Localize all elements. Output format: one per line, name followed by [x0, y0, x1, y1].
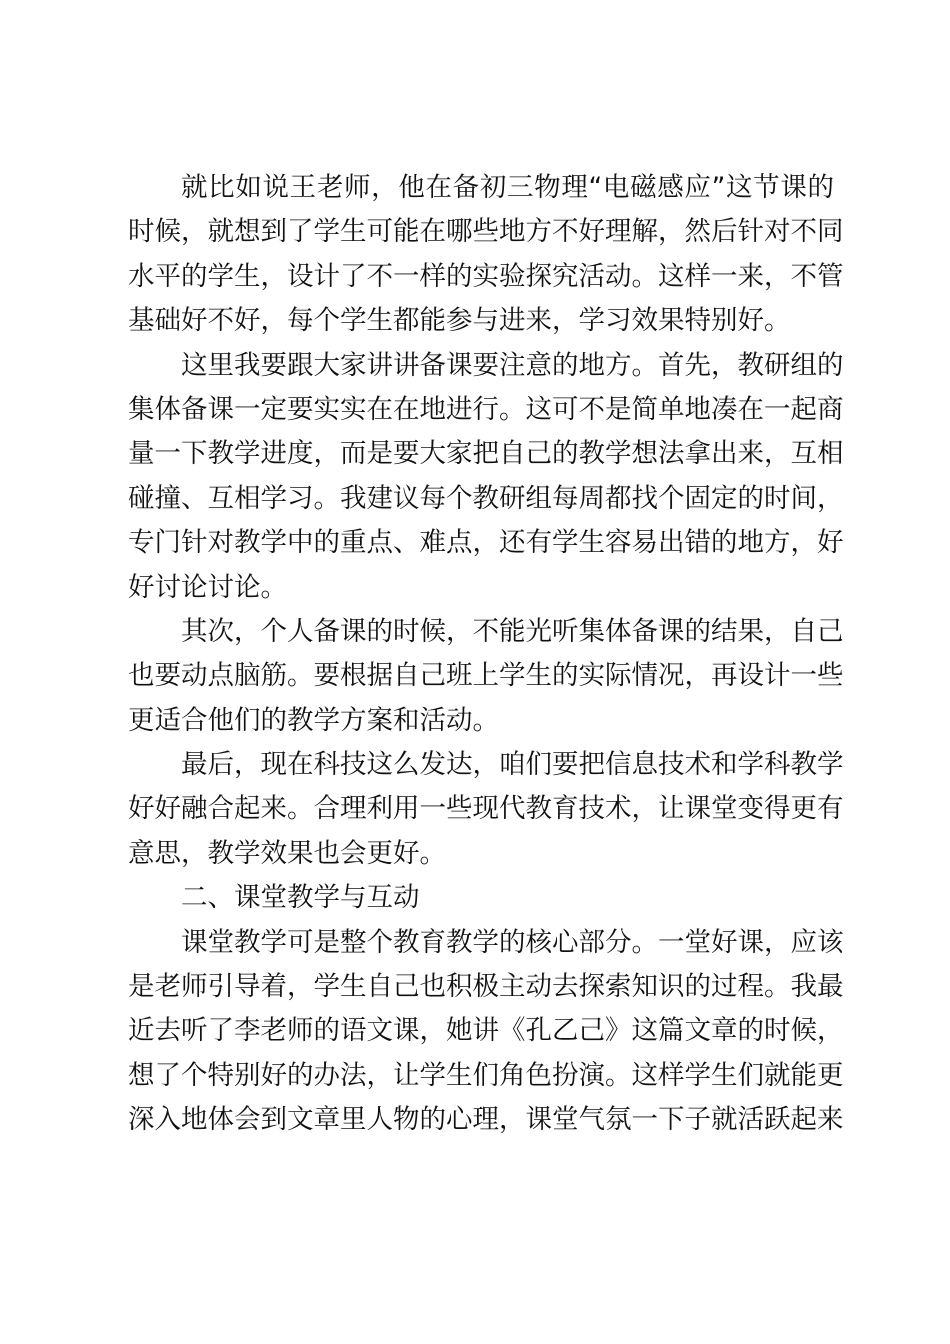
text-line: 好好融合起来。合理利用一些现代教育技术，让课堂变得更有: [128, 793, 844, 825]
section-heading: [128, 876, 834, 920]
text-line: 最后，现在科技这么发达，咱们要把信息技术和学科教学: [181, 749, 844, 781]
section-heading-text: 二、课堂教学与互动: [181, 882, 420, 914]
paragraph-wang-example: [128, 166, 844, 344]
text-line: 更适合他们的教学方案和活动。: [128, 704, 499, 736]
text-line: 意思，教学效果也会更好。: [128, 837, 446, 869]
paragraph-classroom-teaching: [128, 921, 844, 1143]
text-line: 近去听了李老师的语文课，她讲《孔乙己》这篇文章的时候，: [128, 1015, 844, 1047]
text-line: 碰撞、互相学习。我建议每个教研组每周都找个固定的时间，: [128, 482, 844, 514]
text-line: 量一下教学进度，而是要大家把自己的教学想法拿出来，互相: [128, 438, 844, 470]
text-line: 集体备课一定要实实在在地进行。这可不是简单地凑在一起商: [128, 393, 844, 425]
paragraph-technology: [128, 743, 844, 876]
text-line: 好讨论讨论。: [128, 571, 287, 603]
text-line: 其次，个人备课的时候，不能光听集体备课的结果，自己: [181, 615, 844, 647]
text-line: 深入地体会到文章里人物的心理，课堂气氛一下子就活跃起来: [128, 1104, 844, 1136]
text-line: 课堂教学可是整个教育教学的核心部分。一堂好课，应该: [181, 926, 844, 958]
text-line: 也要动点脑筋。要根据自己班上学生的实际情况，再设计一些: [128, 660, 844, 692]
text-line: 基础好不好，每个学生都能参与进来，学习效果特别好。: [128, 305, 791, 337]
text-line: 时候，就想到了学生可能在哪些地方不好理解，然后针对不同: [128, 216, 844, 248]
document-body: [128, 166, 844, 1143]
text-line: 专门针对教学中的重点、难点，还有学生容易出错的地方，好: [128, 527, 844, 559]
text-line: 水平的学生，设计了不一样的实验探究活动。这样一来，不管: [128, 260, 844, 292]
paragraph-individual-prep: [128, 610, 844, 743]
text-line: 想了个特别好的办法，让学生们角色扮演。这样学生们就能更: [128, 1059, 844, 1091]
text-line: 这里我要跟大家讲讲备课要注意的地方。首先，教研组的: [181, 349, 844, 381]
paragraph-lesson-prep-notes: [128, 344, 844, 610]
text-line: 就比如说王老师，他在备初三物理“电磁感应”这节课的: [181, 172, 834, 203]
text-line: 是老师引导着，学生自己也积极主动去探索知识的过程。我最: [128, 971, 844, 1003]
